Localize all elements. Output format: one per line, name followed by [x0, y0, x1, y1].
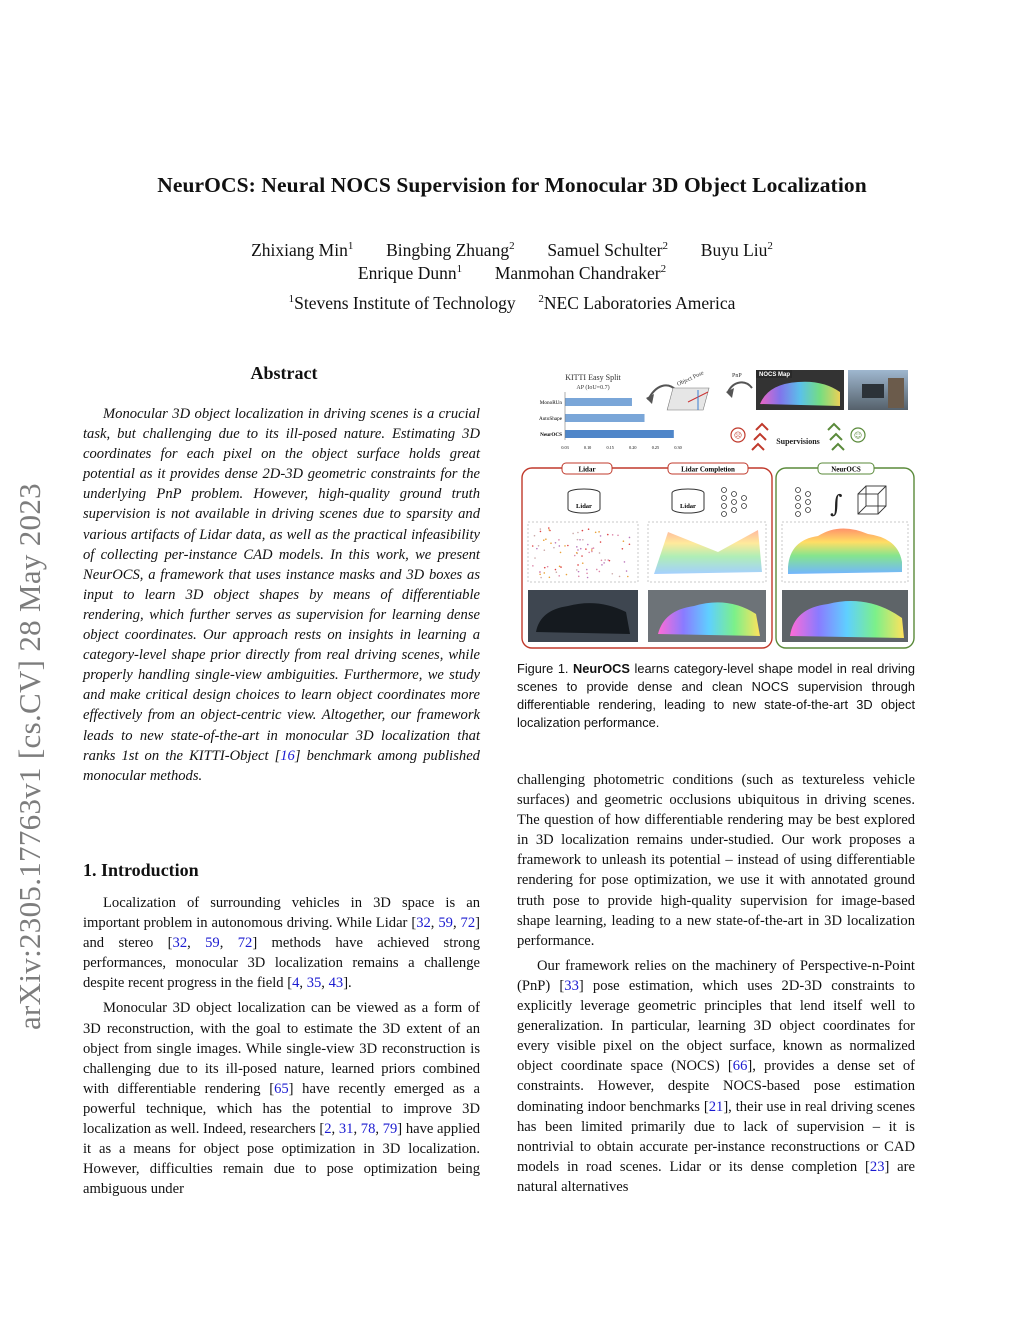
arxiv-identifier: arXiv:2305.17763v1 [cs.CV] 28 May 2023	[12, 483, 47, 1030]
abstract-body: Monocular 3D object localization in driving scenes is a crucial task, but challenging due to its ill-posed nature. Estimating 3D coordinates for each pixel on the object surface holds great potential as it provides dense 2D-3D geometric constraints for the underlying PnP problem. However, high-quality ground truth supervision is not available in driving scenes due to sparsity and various artifacts of Lidar data, as well as the practical infeasibility of collecting per-instance CAD models. In this work, we present NeurOCS, a framework that uses instance masks and 3D boxes as input to learn 3D object shapes by means of differentiable rendering, which further serves as supervision for learning dense object coordinates. Our approach rests on insights in learning a category-level shape prior directly from real driving scenes, while properly handling single-view ambiguities. Furthermore, we study and make critical design choices to learn object coordinates more effectively from an object-centric view. Altogether, our framework leads to new state-of-the-art in monocular 3D localization that ranks 1st on the KITTI-Object [16] benchmark among published monocular methods.	[83, 406, 480, 784]
paragraph: Our framework relies on the machinery of Perspective-n-Point (PnP) [33] pose estimation, which uses 2D-3D constraints to explicitly leverage geometric principles that lend itself well to generalization. In particular, learning 3D object coordinates for every visible pixel on the object surface, known as normalized object coordinate space (NOCS) [66], provides a dense set of constraints. However, despite NOCS-based pose estimation dominating indoor benchmarks [21], their use in real driving scenes has been limited primarily due to lack of supervision – it is nontrivial to obtain accurate per-instance reconstructions or CAD models in road scenes. Lidar or its dense completion [23] are natural alternatives	[517, 957, 915, 1195]
citation-link[interactable]: 65	[274, 1080, 289, 1097]
neurocs-nocs	[782, 590, 908, 642]
citation-link[interactable]: 32	[416, 915, 431, 932]
citation-link[interactable]: 79	[382, 1121, 398, 1138]
chart-category-label: NeurOCS	[540, 432, 562, 438]
citation-link[interactable]: 43	[328, 975, 344, 992]
chart-tick-label: 0.15	[606, 445, 614, 450]
citation-link[interactable]: 31	[338, 1121, 354, 1138]
figure-1	[518, 362, 918, 652]
citation-link[interactable]: 23	[869, 1158, 885, 1175]
paragraph: Localization of surrounding vehicles in 3D space is an important problem in autonomous driving. While Lidar [32, 59, 72] and stereo [32, 59, 72] methods have achieved strong performances, monocular 3D localization remains a challenge despite recent progress in the field [4, 35, 43].	[83, 895, 481, 992]
figure-caption: Figure 1. NeurOCS learns category-level shape model in real driving scenes to provide dense and clean NOCS supervision through differentiable rendering, leading to new state-of-the-art 3D object localization performance.	[517, 661, 915, 730]
figure-1-graphic	[518, 362, 918, 652]
chart-tick-label: 0.25	[651, 445, 660, 450]
citation-link[interactable]: 21	[708, 1098, 724, 1115]
citation-link[interactable]: 4	[292, 975, 300, 992]
object-pose-label: Object Pose	[676, 370, 705, 388]
introduction-column-right	[517, 770, 915, 1197]
neurocs-shape	[782, 522, 908, 582]
abstract-heading: Abstract	[250, 363, 318, 383]
nocs-map-label: NOCS Map	[759, 372, 791, 378]
citation-link[interactable]: 32	[172, 935, 188, 952]
paragraph: Monocular 3D object localization can be viewed as a form of 3D reconstruction, with the goal to estimate the 3D extent of an object from single images. While single-view 3D reconstruction is challenging due to its ill-posed nature, learned priors combined with differentiable rendering [65] have recently emerged as a powerful technique, which has the potential to improve 3D localization as well. Indeed, researchers [2, 31, 78, 79] have applied it as a means for object pose optimization in 3D localization. However, difficulties remain due to pose optimization being ambiguous under	[83, 1000, 480, 1198]
chart-bar	[565, 414, 645, 422]
author: Enrique Dunn$^1$	[357, 263, 463, 283]
lidar-completion-point-cloud	[648, 522, 766, 582]
panel-title-lidar: Lidar	[578, 465, 596, 474]
svg-text:Lidar: Lidar	[576, 503, 592, 510]
supervisions-label: Supervisions	[776, 437, 820, 446]
panel-title-neurocs: NeurOCS	[831, 465, 861, 474]
paper-title: NeurOCS: Neural NOCS Supervision for Monocular 3D Object Localization	[157, 173, 867, 197]
author-line-2	[0, 263, 1024, 284]
database-icon	[568, 489, 600, 513]
chart-tick-label: 0.20	[629, 445, 637, 450]
author: Samuel Schulter$^2$	[547, 240, 669, 260]
citation-link[interactable]: 72	[237, 935, 253, 952]
citation-link[interactable]: 16	[280, 747, 295, 764]
panel-title-lidar-completion: Lidar Completion	[681, 465, 735, 474]
author: Bingbing Zhuang$^2$	[386, 240, 515, 260]
chart-tick-label: 0.10	[583, 445, 592, 450]
chart-category-label: AutoShape	[538, 416, 562, 422]
author: Buyu Liu$^2$	[700, 240, 773, 260]
lidar-completion-nocs	[648, 590, 766, 642]
cube-icon	[858, 486, 886, 514]
lidar-point-cloud	[528, 522, 638, 582]
chart-tick-label: 0.30	[674, 445, 682, 450]
object-pose-icon	[667, 388, 709, 410]
svg-text:Lidar: Lidar	[680, 503, 696, 510]
neural-network-icon	[796, 488, 811, 517]
pnp-label: PnP	[732, 373, 742, 379]
nocs-map-image	[756, 370, 844, 410]
citation-link[interactable]: 59	[205, 935, 220, 952]
citation-link[interactable]: 59	[438, 915, 453, 932]
chart-bar	[565, 430, 674, 438]
citation-link[interactable]: 72	[460, 915, 476, 932]
paragraph: challenging photometric conditions (such as textureless vehicle surfaces) and geometric occlusions ubiquitous in driving scenes. The question of how differentiable rendering may be best explored in 3D localization remains under-studied. Our work proposes a framework to unleash its potential – instead of using differentiable rendering for pose optimization, we use it with annotated ground truth pose to provide high-quality supervision for image-based shape learning, leading to a new state-of-the-art in 3D localization performance.	[517, 772, 915, 949]
introduction-column-left	[83, 893, 480, 1199]
author: Zhixiang Min$^1$	[251, 240, 354, 260]
chart-tick-label: 0.03	[561, 445, 569, 450]
citation-link[interactable]: 66	[732, 1058, 748, 1075]
section-heading-introduction: 1. Introduction	[83, 860, 199, 880]
integral-icon: ∫	[830, 490, 843, 518]
chart-bars	[539, 398, 682, 450]
neural-network-icon	[722, 488, 747, 517]
chart-subtitle: AP (IoU=0.7)	[576, 385, 610, 391]
chart-title: KITTI Easy Split	[565, 373, 621, 382]
street-photo	[848, 370, 908, 410]
citation-link[interactable]: 35	[306, 975, 322, 992]
citation-link[interactable]: 78	[360, 1121, 376, 1138]
author-line-1	[0, 240, 1024, 261]
car-image	[528, 590, 638, 642]
affiliations: $^1$Stevens Institute of Technology $^2$NEC Laboratories America	[288, 293, 736, 313]
citation-link[interactable]: 33	[564, 977, 579, 994]
author: Manmohan Chandraker$^2$	[494, 263, 667, 283]
database-icon	[672, 489, 704, 513]
svg-text:☹: ☹	[733, 431, 743, 440]
citation-link[interactable]: 2	[324, 1121, 332, 1138]
chart-bar	[565, 398, 632, 406]
chart-category-label: MonoRUn	[539, 400, 562, 406]
svg-text:☺: ☺	[853, 431, 863, 440]
